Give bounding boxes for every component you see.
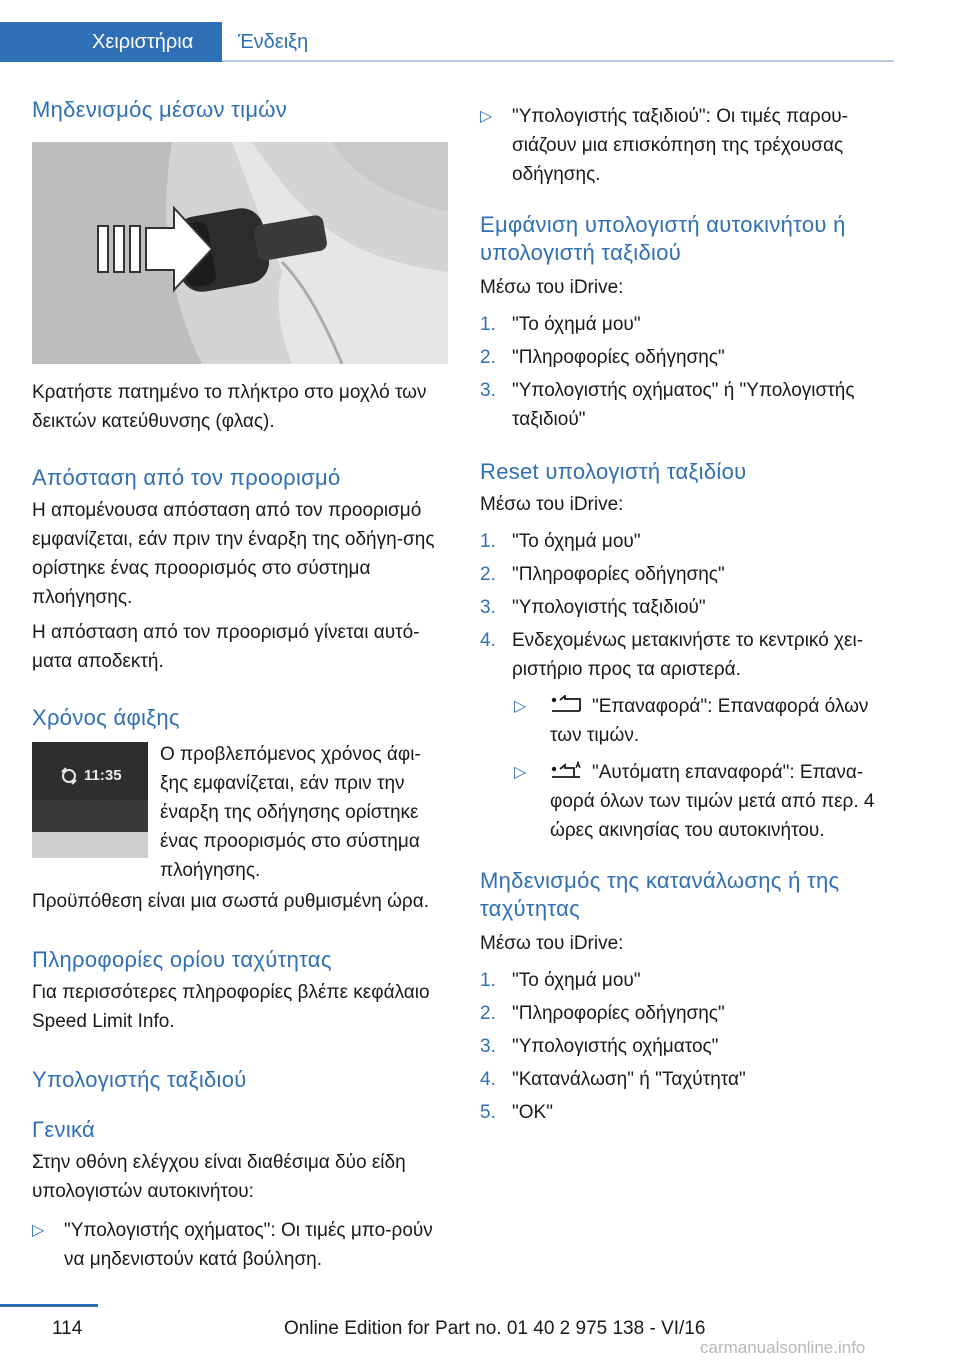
page-header [0, 0, 960, 62]
footer-rule [0, 1304, 98, 1307]
list-item: ▷ "Υπολογιστής οχήματος": Οι τιμές μπο‐ρούν να μηδενιστούν κατά βούληση. [32, 1216, 448, 1274]
list-item: 2. "Πληροφορίες οδήγησης" [480, 347, 725, 368]
list-item: 5. "OK" [480, 1102, 553, 1123]
auto-reset-icon [550, 761, 584, 781]
text-distance-2: Η απόσταση από τον προορισμό γίνεται αυτό‐ματα αποδεκτή. [32, 622, 420, 672]
tab-display[interactable]: Ένδειξη [222, 22, 894, 62]
clock-time-text: 11:35 [84, 767, 122, 784]
triangle-bullet-icon: ▷ [514, 698, 527, 715]
text-via-idrive: Μέσω του iDrive: [480, 933, 624, 954]
text-general: Στην οθόνη ελέγχου είναι διαθέσιμα δύο είδη υπολογιστών αυτοκινήτου: [32, 1152, 406, 1202]
heading-trip-computer: Υπολογιστής ταξιδιού [32, 1067, 247, 1092]
list-item: ▷ "Επαναφορά": Επαναφορά όλων των τιμών. [480, 692, 896, 750]
text-via-idrive: Μέσω του iDrive: [480, 277, 624, 298]
list-item: 1. "Το όχημά μου" [480, 531, 641, 552]
heading-reset-consumption: Μηδενισμός της κατανάλωσης ή της ταχύτητας [480, 868, 840, 921]
header-rule [222, 60, 894, 62]
heading-display-computer: Εμφάνιση υπολογιστή αυτοκινήτου ή υπολογιστή ταξιδιού [480, 212, 846, 265]
arrival-time-display-figure [32, 742, 148, 858]
turn-signal-stalk-figure [32, 142, 448, 364]
list-item: ▷ "Υπολογιστής ταξιδιού": Οι τιμές παρου‐σιάζουν μια επισκόπηση της τρέχουσας οδήγησης. [480, 102, 896, 189]
left-column [32, 96, 448, 1274]
triangle-bullet-icon: ▷ [514, 764, 527, 781]
text-distance-1: Η απομένουσα απόσταση από τον προορισμό εμφανίζεται, εάν πριν την έναρξη της οδήγη‐σης ορίστηκε ένας προορισμός στο σύστημα πλοήγησης. [32, 500, 435, 608]
text-hold-button: Κρατήστε πατημένο το πλήκτρο στο μοχλό των δεικτών κατεύθυνσης (φλας). [32, 382, 427, 432]
triangle-bullet-icon: ▷ [480, 108, 493, 125]
text-via-idrive: Μέσω του iDrive: [480, 494, 624, 515]
list-item: 1. "Το όχημά μου" [480, 314, 641, 335]
right-column [480, 96, 896, 1127]
heading-arrival: Χρόνος άφιξης [32, 705, 180, 730]
heading-speed-limit: Πληροφορίες ορίου ταχύτητας [32, 947, 332, 972]
list-item: 3. "Υπολογιστής οχήματος" [480, 1036, 719, 1057]
list-item: 2. "Πληροφορίες οδήγησης" [480, 564, 725, 585]
heading-general: Γενικά [32, 1117, 96, 1142]
list-item: 3. "Υπολογιστής οχήματος" ή "Υπολογιστής ταξιδιού" [480, 380, 855, 430]
watermark: carmanualsonline.info [700, 1338, 866, 1357]
heading-distance: Απόσταση από τον προορισμό [32, 465, 341, 490]
page-number: 114 [52, 1318, 83, 1339]
list-item: ▷ "Αυτόματη επαναφορά": Επανα‐φορά όλων των τιμών μετά από περ. 4 ώρες ακινησίας του αυτοκινήτου. [480, 758, 896, 845]
list-item: 1. "Το όχημά μου" [480, 970, 641, 991]
list-item: 3. "Υπολογιστής ταξιδιού" [480, 597, 706, 618]
list-item: 4. "Κατανάλωση" ή "Ταχύτητα" [480, 1069, 746, 1090]
list-item: 4. Ενδεχομένως μετακινήστε το κεντρικό χει‐ριστήριο προς τα αριστερά. [480, 630, 864, 680]
text-arrival: Ο προβλεπόμενος χρόνος άφι‐ξης εμφανίζεται, εάν πριν την έναρξη της οδήγησης ορίστηκε ένας προορισμός στο σύστημα πλοήγησης. [160, 744, 421, 881]
list-item: 2. "Πληροφορίες οδήγησης" [480, 1003, 725, 1024]
reset-icon [550, 695, 584, 715]
triangle-bullet-icon: ▷ [32, 1222, 45, 1239]
text-speed-limit: Για περισσότερες πληροφορίες βλέπε κεφάλαιο Speed Limit Info. [32, 982, 430, 1032]
text-arrival-prerequisite: Προϋπόθεση είναι μια σωστά ρυθμισμένη ώρα. [32, 891, 429, 912]
heading-reset-trip: Reset υπολογιστή ταξιδίου [480, 459, 747, 484]
tab-controls[interactable]: Χειριστήρια [0, 22, 222, 62]
heading-reset-averages: Μηδενισμός μέσων τιμών [32, 97, 288, 122]
edition-text: Online Edition for Part no. 01 40 2 975 138 - VI/16 [284, 1318, 706, 1339]
